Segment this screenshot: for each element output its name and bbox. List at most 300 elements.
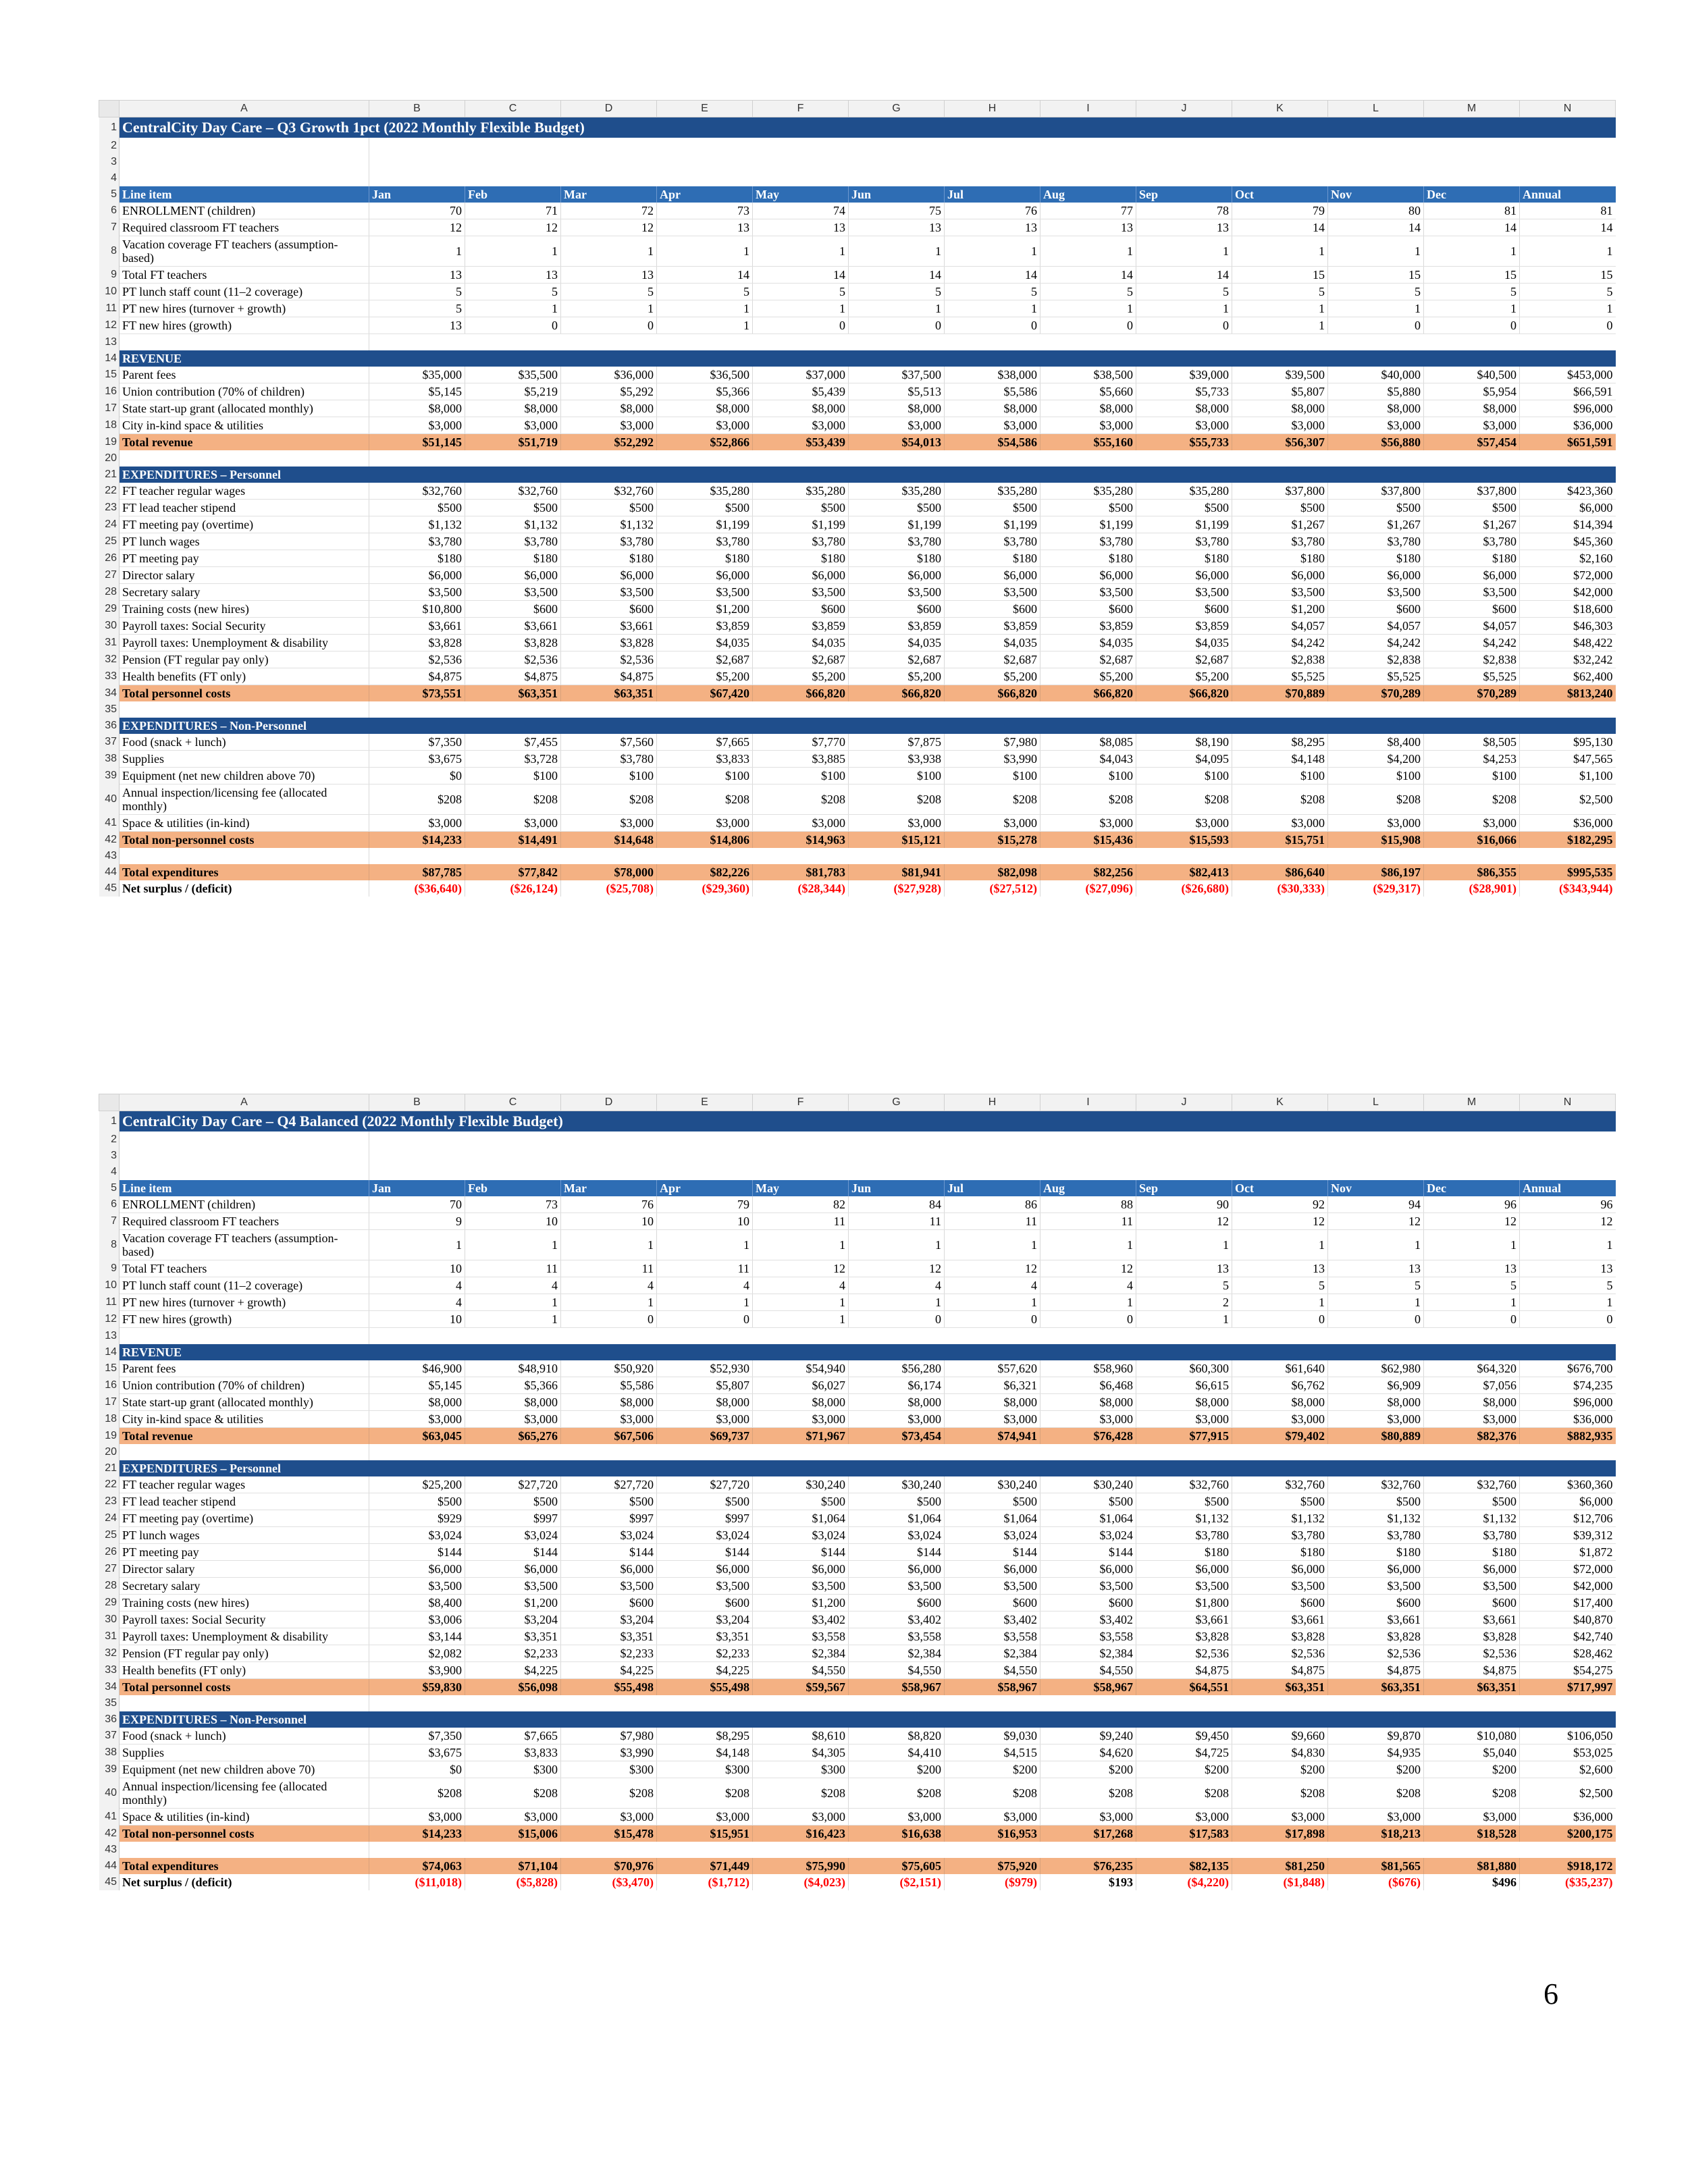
value-cell[interactable]: 12 <box>369 219 465 236</box>
value-cell[interactable]: $3,500 <box>1136 584 1232 601</box>
value-cell[interactable]: ($25,708) <box>561 880 657 897</box>
value-cell[interactable]: 1 <box>1328 1230 1424 1260</box>
value-cell[interactable]: $3,780 <box>1232 533 1328 550</box>
value-cell[interactable]: $208 <box>849 1778 945 1809</box>
value-cell[interactable]: $7,056 <box>1424 1377 1520 1394</box>
section-band[interactable] <box>369 1711 1616 1728</box>
row-number[interactable]: 8 <box>99 236 120 267</box>
value-cell[interactable]: $81,250 <box>1232 1858 1328 1874</box>
value-cell[interactable]: 92 <box>1232 1196 1328 1213</box>
value-cell[interactable]: $3,500 <box>1232 1578 1328 1595</box>
value-cell[interactable]: $4,253 <box>1424 751 1520 768</box>
row-number[interactable]: 30 <box>99 1612 120 1628</box>
month-header[interactable]: Dec <box>1424 186 1520 203</box>
month-header[interactable]: Aug <box>1040 1180 1136 1196</box>
value-cell[interactable]: $1,132 <box>561 516 657 533</box>
value-cell[interactable]: $82,256 <box>1040 864 1136 880</box>
value-cell[interactable]: 1 <box>1232 236 1328 267</box>
value-cell[interactable]: 73 <box>657 203 753 219</box>
value-cell[interactable]: ($30,333) <box>1232 880 1328 897</box>
value-cell[interactable]: $8,000 <box>945 1394 1040 1411</box>
value-cell[interactable]: 10 <box>369 1260 465 1277</box>
value-cell[interactable]: $8,000 <box>753 1394 849 1411</box>
value-cell[interactable]: $2,384 <box>849 1645 945 1662</box>
value-cell[interactable]: $3,024 <box>849 1527 945 1544</box>
value-cell[interactable]: 1 <box>753 1230 849 1260</box>
value-cell[interactable]: $36,000 <box>561 367 657 383</box>
value-cell[interactable]: $17,898 <box>1232 1826 1328 1842</box>
column-header[interactable]: M <box>1424 1094 1520 1111</box>
line-item-label[interactable]: FT teacher regular wages <box>120 483 369 500</box>
value-cell[interactable]: 1 <box>1136 1230 1232 1260</box>
value-cell[interactable]: $100 <box>849 768 945 784</box>
value-cell[interactable]: 1 <box>369 1230 465 1260</box>
value-cell[interactable]: $1,199 <box>1040 516 1136 533</box>
value-cell[interactable]: ($2,151) <box>849 1874 945 1890</box>
row-number[interactable]: 3 <box>99 154 120 170</box>
value-cell[interactable]: $15,121 <box>849 832 945 849</box>
line-item-label[interactable]: Total personnel costs <box>120 1679 369 1696</box>
value-cell[interactable]: $3,500 <box>1328 1578 1424 1595</box>
value-cell[interactable]: 1 <box>945 300 1040 317</box>
value-cell[interactable]: $38,500 <box>1040 367 1136 383</box>
value-cell[interactable]: $300 <box>561 1761 657 1778</box>
value-cell[interactable]: $180 <box>1136 550 1232 567</box>
value-cell[interactable]: $37,800 <box>1328 483 1424 500</box>
value-cell[interactable]: $82,376 <box>1424 1428 1520 1445</box>
value-cell[interactable]: $66,820 <box>945 685 1040 702</box>
value-cell[interactable]: $1,064 <box>849 1510 945 1527</box>
value-cell[interactable]: $3,000 <box>849 815 945 832</box>
cell[interactable] <box>369 138 1616 154</box>
value-cell[interactable]: 1 <box>1232 1294 1328 1311</box>
value-cell[interactable]: 1 <box>369 236 465 267</box>
value-cell[interactable]: $4,550 <box>1040 1662 1136 1679</box>
value-cell[interactable]: 0 <box>1328 317 1424 334</box>
value-cell[interactable]: $208 <box>1232 1778 1328 1809</box>
column-header[interactable]: F <box>753 1094 849 1111</box>
value-cell[interactable]: $4,875 <box>1424 1662 1520 1679</box>
value-cell[interactable]: 1 <box>465 1294 561 1311</box>
value-cell[interactable]: $2,384 <box>945 1645 1040 1662</box>
value-cell[interactable]: $60,300 <box>1136 1360 1232 1377</box>
row-number[interactable]: 18 <box>99 417 120 434</box>
value-cell[interactable]: $3,828 <box>1424 1628 1520 1645</box>
value-cell[interactable]: $208 <box>369 784 465 815</box>
value-cell[interactable]: $9,870 <box>1328 1728 1424 1744</box>
row-number[interactable]: 26 <box>99 550 120 567</box>
value-cell[interactable]: $200,175 <box>1520 1826 1616 1842</box>
value-cell[interactable]: $3,024 <box>369 1527 465 1544</box>
value-cell[interactable]: $3,780 <box>369 533 465 550</box>
value-cell[interactable]: $2,536 <box>1232 1645 1328 1662</box>
value-cell[interactable]: $46,303 <box>1520 618 1616 635</box>
value-cell[interactable]: 72 <box>561 203 657 219</box>
value-cell[interactable]: $5,200 <box>945 668 1040 685</box>
row-number[interactable]: 44 <box>99 864 120 880</box>
value-cell[interactable]: ($26,124) <box>465 880 561 897</box>
value-cell[interactable]: 5 <box>1232 1277 1328 1294</box>
value-cell[interactable]: $56,880 <box>1328 434 1424 451</box>
value-cell[interactable]: $56,098 <box>465 1679 561 1696</box>
value-cell[interactable]: $500 <box>753 1493 849 1510</box>
value-cell[interactable]: $1,132 <box>369 516 465 533</box>
value-cell[interactable]: $2,536 <box>465 651 561 668</box>
value-cell[interactable]: 5 <box>1424 284 1520 300</box>
value-cell[interactable]: $6,000 <box>561 1561 657 1578</box>
value-cell[interactable]: $3,500 <box>1232 584 1328 601</box>
value-cell[interactable]: $3,000 <box>369 417 465 434</box>
value-cell[interactable]: $6,000 <box>849 1561 945 1578</box>
value-cell[interactable]: $3,661 <box>465 618 561 635</box>
month-header[interactable]: Annual <box>1520 186 1616 203</box>
row-number[interactable]: 43 <box>99 848 120 864</box>
row-number[interactable]: 23 <box>99 500 120 516</box>
value-cell[interactable]: $3,204 <box>561 1612 657 1628</box>
value-cell[interactable]: $53,025 <box>1520 1744 1616 1761</box>
value-cell[interactable]: $64,320 <box>1424 1360 1520 1377</box>
value-cell[interactable]: 1 <box>465 236 561 267</box>
row-number[interactable]: 19 <box>99 1428 120 1445</box>
value-cell[interactable]: $208 <box>465 784 561 815</box>
value-cell[interactable]: $6,000 <box>657 567 753 584</box>
value-cell[interactable]: $86,355 <box>1424 864 1520 880</box>
value-cell[interactable]: $2,687 <box>1136 651 1232 668</box>
value-cell[interactable]: $3,000 <box>465 417 561 434</box>
value-cell[interactable]: $600 <box>1424 601 1520 618</box>
value-cell[interactable]: $66,820 <box>1040 685 1136 702</box>
value-cell[interactable]: $8,000 <box>1136 1394 1232 1411</box>
value-cell[interactable]: $6,000 <box>1424 567 1520 584</box>
value-cell[interactable]: $3,500 <box>369 584 465 601</box>
value-cell[interactable]: $200 <box>1040 1761 1136 1778</box>
value-cell[interactable]: $6,000 <box>1520 1493 1616 1510</box>
value-cell[interactable]: $3,000 <box>849 1809 945 1826</box>
line-item-label[interactable]: Secretary salary <box>120 584 369 601</box>
value-cell[interactable]: $66,820 <box>849 685 945 702</box>
line-item-label[interactable]: PT lunch wages <box>120 533 369 550</box>
value-cell[interactable]: $8,610 <box>753 1728 849 1744</box>
value-cell[interactable]: $3,500 <box>1328 584 1424 601</box>
row-number[interactable]: 12 <box>99 317 120 334</box>
value-cell[interactable]: $15,436 <box>1040 832 1136 849</box>
value-cell[interactable]: $66,820 <box>1136 685 1232 702</box>
value-cell[interactable]: 1 <box>1424 1230 1520 1260</box>
value-cell[interactable]: 10 <box>561 1213 657 1230</box>
row-number[interactable]: 4 <box>99 1164 120 1180</box>
value-cell[interactable]: $6,027 <box>753 1377 849 1394</box>
sheet-title[interactable]: CentralCity Day Care – Q3 Growth 1pct (2022 Monthly Flexible Budget) <box>120 117 1616 138</box>
value-cell[interactable]: $3,780 <box>849 533 945 550</box>
value-cell[interactable]: $3,675 <box>369 1744 465 1761</box>
value-cell[interactable]: $6,174 <box>849 1377 945 1394</box>
value-cell[interactable]: $2,536 <box>1136 1645 1232 1662</box>
value-cell[interactable]: $3,728 <box>465 751 561 768</box>
value-cell[interactable]: 1 <box>945 1294 1040 1311</box>
value-cell[interactable]: $8,000 <box>849 400 945 417</box>
value-cell[interactable]: 13 <box>657 219 753 236</box>
value-cell[interactable]: $70,289 <box>1328 685 1424 702</box>
value-cell[interactable]: $423,360 <box>1520 483 1616 500</box>
value-cell[interactable]: $2,233 <box>465 1645 561 1662</box>
value-cell[interactable]: $3,780 <box>753 533 849 550</box>
value-cell[interactable]: $500 <box>465 500 561 516</box>
value-cell[interactable]: $997 <box>657 1510 753 1527</box>
value-cell[interactable]: 13 <box>465 267 561 284</box>
row-number[interactable]: 15 <box>99 367 120 383</box>
value-cell[interactable]: $500 <box>849 1493 945 1510</box>
value-cell[interactable]: ($4,220) <box>1136 1874 1232 1890</box>
value-cell[interactable]: $4,875 <box>465 668 561 685</box>
value-cell[interactable]: 0 <box>849 317 945 334</box>
value-cell[interactable]: $42,000 <box>1520 584 1616 601</box>
value-cell[interactable]: $100 <box>945 768 1040 784</box>
value-cell[interactable]: $600 <box>849 1595 945 1612</box>
line-item-label[interactable]: PT meeting pay <box>120 550 369 567</box>
value-cell[interactable]: $82,135 <box>1136 1858 1232 1874</box>
value-cell[interactable]: $8,000 <box>849 1394 945 1411</box>
value-cell[interactable]: 1 <box>465 1311 561 1328</box>
value-cell[interactable]: $3,402 <box>1040 1612 1136 1628</box>
line-item-label[interactable]: Union contribution (70% of children) <box>120 383 369 400</box>
value-cell[interactable]: $54,275 <box>1520 1662 1616 1679</box>
month-header[interactable]: Aug <box>1040 186 1136 203</box>
value-cell[interactable]: $3,000 <box>1232 815 1328 832</box>
value-cell[interactable]: $3,000 <box>465 1809 561 1826</box>
value-cell[interactable]: $76,235 <box>1040 1858 1136 1874</box>
value-cell[interactable]: 75 <box>849 203 945 219</box>
value-cell[interactable]: 13 <box>1136 1260 1232 1277</box>
value-cell[interactable]: $30,240 <box>945 1476 1040 1493</box>
value-cell[interactable]: $1,200 <box>753 1595 849 1612</box>
value-cell[interactable]: $3,500 <box>465 584 561 601</box>
row-number[interactable]: 9 <box>99 1260 120 1277</box>
line-item-label[interactable]: PT new hires (turnover + growth) <box>120 300 369 317</box>
row-number[interactable]: 6 <box>99 203 120 219</box>
value-cell[interactable]: $1,132 <box>1424 1510 1520 1527</box>
value-cell[interactable]: 71 <box>465 203 561 219</box>
column-header[interactable]: H <box>945 1094 1040 1111</box>
value-cell[interactable]: $4,225 <box>465 1662 561 1679</box>
value-cell[interactable]: $8,000 <box>369 1394 465 1411</box>
value-cell[interactable]: 12 <box>1232 1213 1328 1230</box>
value-cell[interactable]: $3,780 <box>1040 533 1136 550</box>
row-number[interactable]: 34 <box>99 1679 120 1696</box>
value-cell[interactable]: $3,828 <box>465 635 561 651</box>
column-header[interactable]: E <box>657 1094 753 1111</box>
value-cell[interactable]: $64,551 <box>1136 1679 1232 1696</box>
value-cell[interactable]: $500 <box>561 500 657 516</box>
value-cell[interactable]: $3,024 <box>945 1527 1040 1544</box>
month-header[interactable]: Jun <box>849 1180 945 1196</box>
value-cell[interactable]: 74 <box>753 203 849 219</box>
line-item-label[interactable]: Parent fees <box>120 1360 369 1377</box>
value-cell[interactable]: $600 <box>561 601 657 618</box>
value-cell[interactable]: $3,833 <box>465 1744 561 1761</box>
column-header[interactable]: A <box>120 101 369 117</box>
value-cell[interactable]: $4,035 <box>1136 635 1232 651</box>
value-cell[interactable]: $3,351 <box>561 1628 657 1645</box>
value-cell[interactable]: 12 <box>1040 1260 1136 1277</box>
value-cell[interactable]: 86 <box>945 1196 1040 1213</box>
value-cell[interactable]: $81,941 <box>849 864 945 880</box>
row-number[interactable]: 45 <box>99 880 120 897</box>
value-cell[interactable]: $5,439 <box>753 383 849 400</box>
value-cell[interactable]: 84 <box>849 1196 945 1213</box>
row-number[interactable]: 44 <box>99 1858 120 1874</box>
value-cell[interactable]: $59,567 <box>753 1679 849 1696</box>
section-header[interactable]: REVENUE <box>120 350 369 367</box>
value-cell[interactable]: $6,000 <box>1136 567 1232 584</box>
value-cell[interactable]: $8,820 <box>849 1728 945 1744</box>
value-cell[interactable]: $3,859 <box>1040 618 1136 635</box>
value-cell[interactable]: $74,235 <box>1520 1377 1616 1394</box>
value-cell[interactable]: $58,967 <box>849 1679 945 1696</box>
value-cell[interactable]: 1 <box>1136 1311 1232 1328</box>
value-cell[interactable]: 1 <box>945 1230 1040 1260</box>
value-cell[interactable]: $51,145 <box>369 434 465 451</box>
value-cell[interactable]: $54,013 <box>849 434 945 451</box>
row-number[interactable]: 13 <box>99 334 120 351</box>
line-item-label[interactable]: Health benefits (FT only) <box>120 1662 369 1679</box>
column-header[interactable]: D <box>561 1094 657 1111</box>
value-cell[interactable]: 14 <box>945 267 1040 284</box>
value-cell[interactable]: ($35,237) <box>1520 1874 1616 1890</box>
value-cell[interactable]: 0 <box>849 1311 945 1328</box>
cell[interactable] <box>120 701 369 718</box>
cell[interactable] <box>369 334 1616 351</box>
month-header[interactable]: Oct <box>1232 1180 1328 1196</box>
value-cell[interactable]: $42,740 <box>1520 1628 1616 1645</box>
value-cell[interactable]: $35,280 <box>1040 483 1136 500</box>
value-cell[interactable]: $4,242 <box>1232 635 1328 651</box>
value-cell[interactable]: $3,000 <box>657 1809 753 1826</box>
value-cell[interactable]: 13 <box>561 267 657 284</box>
value-cell[interactable]: $5,525 <box>1232 668 1328 685</box>
value-cell[interactable]: $3,780 <box>1328 1527 1424 1544</box>
value-cell[interactable]: $0 <box>369 1761 465 1778</box>
value-cell[interactable]: $3,351 <box>657 1628 753 1645</box>
value-cell[interactable]: $2,687 <box>753 651 849 668</box>
value-cell[interactable]: $180 <box>1424 550 1520 567</box>
value-cell[interactable]: $58,960 <box>1040 1360 1136 1377</box>
value-cell[interactable]: 15 <box>1328 267 1424 284</box>
value-cell[interactable]: $66,820 <box>753 685 849 702</box>
line-item-label[interactable]: Supplies <box>120 751 369 768</box>
value-cell[interactable]: 0 <box>1520 317 1616 334</box>
value-cell[interactable]: $5,145 <box>369 383 465 400</box>
month-header[interactable]: Jul <box>945 1180 1040 1196</box>
value-cell[interactable]: 1 <box>849 236 945 267</box>
value-cell[interactable]: $3,780 <box>1136 533 1232 550</box>
value-cell[interactable]: $193 <box>1040 1874 1136 1890</box>
line-item-label[interactable]: Vacation coverage FT teachers (assumption-based) <box>120 236 369 267</box>
value-cell[interactable]: $3,000 <box>1136 1411 1232 1428</box>
value-cell[interactable]: $32,760 <box>1424 1476 1520 1493</box>
value-cell[interactable]: $76,428 <box>1040 1428 1136 1445</box>
value-cell[interactable]: $997 <box>465 1510 561 1527</box>
value-cell[interactable]: $14,233 <box>369 832 465 849</box>
value-cell[interactable]: $2,500 <box>1520 784 1616 815</box>
row-number[interactable]: 8 <box>99 1230 120 1260</box>
section-band[interactable] <box>369 1460 1616 1476</box>
value-cell[interactable]: $300 <box>753 1761 849 1778</box>
value-cell[interactable]: $3,500 <box>849 1578 945 1595</box>
value-cell[interactable]: ($29,360) <box>657 880 753 897</box>
value-cell[interactable]: $600 <box>1136 601 1232 618</box>
value-cell[interactable]: $1,199 <box>849 516 945 533</box>
value-cell[interactable]: $600 <box>561 1595 657 1612</box>
value-cell[interactable]: $57,454 <box>1424 434 1520 451</box>
value-cell[interactable]: $3,661 <box>1136 1612 1232 1628</box>
value-cell[interactable]: 14 <box>657 267 753 284</box>
line-item-label[interactable]: Total revenue <box>120 1428 369 1445</box>
value-cell[interactable]: $500 <box>465 1493 561 1510</box>
value-cell[interactable]: $500 <box>657 500 753 516</box>
value-cell[interactable]: $3,000 <box>1136 1809 1232 1826</box>
value-cell[interactable]: 5 <box>369 284 465 300</box>
value-cell[interactable]: $3,006 <box>369 1612 465 1628</box>
value-cell[interactable]: $7,875 <box>849 734 945 751</box>
column-header[interactable]: D <box>561 101 657 117</box>
value-cell[interactable]: $813,240 <box>1520 685 1616 702</box>
month-header[interactable]: Mar <box>561 1180 657 1196</box>
row-number[interactable]: 24 <box>99 516 120 533</box>
value-cell[interactable]: $882,935 <box>1520 1428 1616 1445</box>
value-cell[interactable]: $3,500 <box>657 584 753 601</box>
month-header[interactable]: May <box>753 1180 849 1196</box>
value-cell[interactable]: $42,000 <box>1520 1578 1616 1595</box>
value-cell[interactable]: $500 <box>1232 500 1328 516</box>
row-number[interactable]: 43 <box>99 1842 120 1858</box>
value-cell[interactable]: $918,172 <box>1520 1858 1616 1874</box>
value-cell[interactable]: 12 <box>1424 1213 1520 1230</box>
value-cell[interactable]: $208 <box>561 1778 657 1809</box>
value-cell[interactable]: 1 <box>657 317 753 334</box>
value-cell[interactable]: ($27,928) <box>849 880 945 897</box>
row-number[interactable]: 14 <box>99 350 120 367</box>
cell[interactable] <box>369 1164 1616 1180</box>
value-cell[interactable]: $82,098 <box>945 864 1040 880</box>
value-cell[interactable]: $8,000 <box>369 400 465 417</box>
value-cell[interactable]: $182,295 <box>1520 832 1616 849</box>
line-item-label[interactable]: Vacation coverage FT teachers (assumption-based) <box>120 1230 369 1260</box>
value-cell[interactable]: $95,130 <box>1520 734 1616 751</box>
value-cell[interactable]: $6,000 <box>849 567 945 584</box>
value-cell[interactable]: $3,000 <box>1328 815 1424 832</box>
value-cell[interactable]: 70 <box>369 1196 465 1213</box>
value-cell[interactable]: $3,000 <box>753 815 849 832</box>
value-cell[interactable]: $82,226 <box>657 864 753 880</box>
value-cell[interactable]: $6,000 <box>945 1561 1040 1578</box>
value-cell[interactable]: 13 <box>369 317 465 334</box>
value-cell[interactable]: $52,866 <box>657 434 753 451</box>
value-cell[interactable]: $300 <box>657 1761 753 1778</box>
value-cell[interactable]: 1 <box>1232 317 1328 334</box>
value-cell[interactable]: $6,321 <box>945 1377 1040 1394</box>
value-cell[interactable]: $500 <box>849 500 945 516</box>
value-cell[interactable]: 14 <box>753 267 849 284</box>
value-cell[interactable]: $3,402 <box>849 1612 945 1628</box>
value-cell[interactable]: $3,024 <box>1040 1527 1136 1544</box>
value-cell[interactable]: $73,454 <box>849 1428 945 1445</box>
value-cell[interactable]: 11 <box>657 1260 753 1277</box>
value-cell[interactable]: $208 <box>465 1778 561 1809</box>
value-cell[interactable]: $5,880 <box>1328 383 1424 400</box>
value-cell[interactable]: $79,402 <box>1232 1428 1328 1445</box>
value-cell[interactable]: 12 <box>561 219 657 236</box>
value-cell[interactable]: 82 <box>753 1196 849 1213</box>
